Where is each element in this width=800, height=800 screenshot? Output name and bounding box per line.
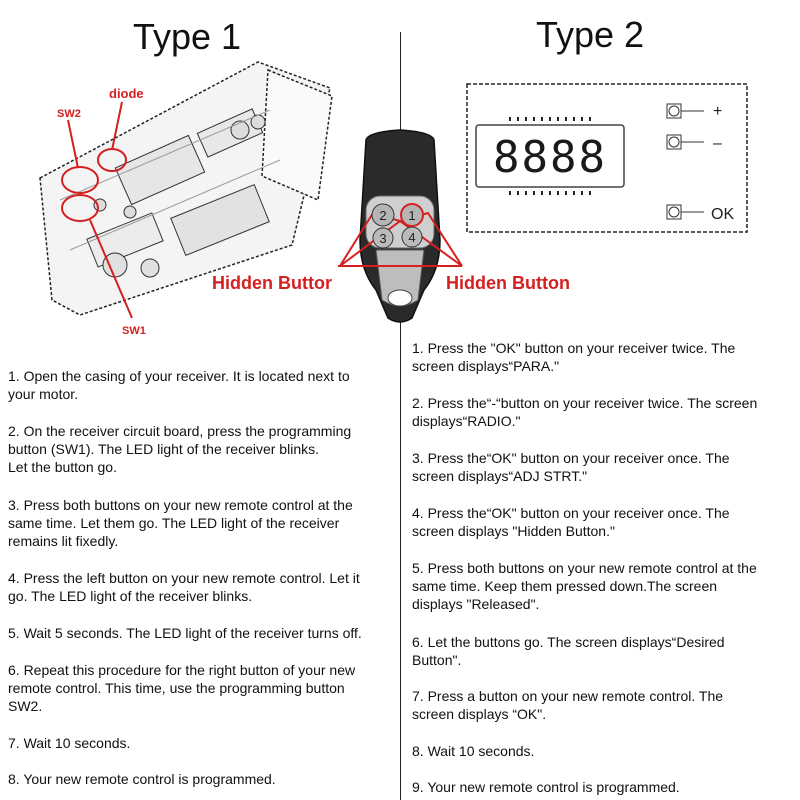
- minus-label: –: [713, 135, 722, 152]
- type2-step-3: 3. Press the“OK" button on your receiver once. The screen displays“ADJ STRT.": [412, 450, 730, 484]
- hidden-button-left-label: Hidden Buttor: [212, 273, 332, 293]
- type2-step-9: 9. Your new remote control is programmed.: [412, 779, 680, 795]
- type2-step-6: 6. Let the buttons go. The screen displays“Desired Button".: [412, 634, 725, 668]
- type1-step-8: 8. Your new remote control is programmed.: [8, 771, 276, 787]
- type1-step-1: 1. Open the casing of your receiver. It is located next to your motor.: [8, 368, 350, 402]
- remote-button-2-label: 2: [379, 208, 387, 223]
- sw1-label: SW1: [122, 325, 146, 337]
- remote-button-1-label: 1: [408, 208, 416, 223]
- type1-step-7: 7. Wait 10 seconds.: [8, 735, 131, 751]
- circuit-board-illustration: [40, 62, 332, 337]
- type2-step-1: 1. Press the "OK" button on your receiver twice. The screen displays“PARA.": [412, 340, 736, 374]
- illustrations: [0, 0, 800, 345]
- sw2-label: SW2: [57, 108, 81, 120]
- ok-label: OK: [711, 206, 735, 223]
- hidden-button-right-label: Hidden Button: [446, 273, 570, 293]
- type1-step-4: 4. Press the left button on your new remote control. Let it go. The LED light of the receiver blinks.: [8, 570, 360, 604]
- remote-button-3-label: 3: [379, 231, 387, 246]
- type1-step-3: 3. Press both buttons on your new remote control at the same time. Let them go. The LED light of the receiver remains lit fixedly.: [8, 497, 353, 549]
- lcd-digits: 8888: [493, 132, 607, 183]
- type2-step-8: 8. Wait 10 seconds.: [412, 743, 535, 759]
- type2-step-5: 5. Press both buttons on your new remote control at the same time. Keep them pressed down.The screen displays "Released".: [412, 560, 757, 612]
- type1-title: Type 1: [133, 16, 242, 57]
- type2-title: Type 2: [536, 14, 645, 55]
- type2-step-4: 4. Press the“OK" button on your receiver once. The screen displays "Hidden Button.": [412, 505, 730, 539]
- plus-label: +: [713, 103, 723, 120]
- type2-step-7: 7. Press a button on your new remote control. The screen displays “OK".: [412, 688, 724, 722]
- type2-step-2: 2. Press the“-“button on your receiver twice. The screen displays“RADIO.": [412, 395, 758, 429]
- diode-label: diode: [109, 86, 144, 101]
- type1-step-2: 2. On the receiver circuit board, press the programming button (SW1). The LED light of the receiver blinks. Let the button go.: [8, 423, 352, 475]
- remote-button-4-label: 4: [408, 230, 416, 245]
- type1-step-6: 6. Repeat this procedure for the right button of your new remote control. This time, use the programming button SW2.: [8, 662, 356, 714]
- receiver-panel-illustration: [467, 84, 747, 232]
- type1-step-5: 5. Wait 5 seconds. The LED light of the receiver turns off.: [8, 625, 362, 641]
